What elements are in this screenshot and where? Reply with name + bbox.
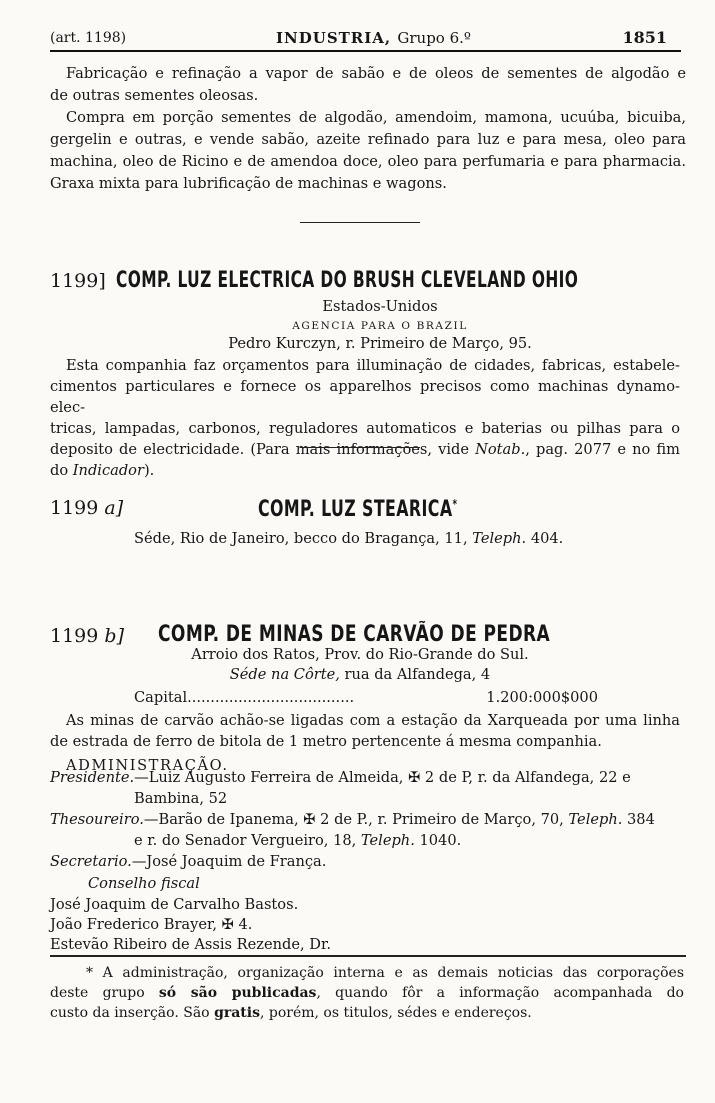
capital-value: 1.200:000$000 bbox=[486, 689, 598, 706]
presidente-line: Presidente.—Luiz Augusto Ferreira de Almeida, ✠ 2 de P, r. da Alfandega, 22 e bbox=[50, 769, 631, 786]
intro-paragraph bbox=[50, 63, 686, 195]
administration-heading: ADMINISTRAÇÃO. bbox=[66, 757, 229, 774]
text-line: de estrada de ferro de bitola de 1 metro pertencente á mesma companhia. bbox=[50, 733, 602, 750]
agency-label: AGENCIA PARA O BRAZIL bbox=[292, 320, 468, 332]
text-line: gergelin e outras, e vende sabão, azeite refinado para luz e para mesa, oleo para bbox=[50, 131, 686, 148]
entry-title: COMP. LUZ STEARICA* bbox=[258, 497, 458, 522]
separator-rule bbox=[300, 222, 420, 223]
entry-description bbox=[50, 355, 680, 481]
entry-number: 1199] bbox=[50, 270, 106, 292]
text-line: Compra em porção sementes de algodão, amendoim, mamona, ucuúba, bicuiba, bbox=[66, 109, 686, 126]
entry-sede: Séde na Côrte, rua da Alfandega, 4 bbox=[229, 666, 491, 683]
conselho-member: João Frederico Brayer, ✠ 4. bbox=[50, 916, 253, 933]
page-number: 1851 bbox=[622, 28, 667, 47]
conselho-member: José Joaquim de Carvalho Bastos. bbox=[50, 896, 299, 913]
agent-address: Pedro Kurczyn, r. Primeiro de Março, 95. bbox=[228, 335, 532, 352]
text-line: Graxa mixta para lubrificação de machinas e wagons. bbox=[50, 175, 447, 192]
presidente-line-2: Bambina, 52 bbox=[134, 790, 228, 807]
footnote-marker: * bbox=[452, 497, 458, 511]
tesoureiro-line-2: e r. do Senador Vergueiro, 18, Teleph. 1040. bbox=[134, 832, 462, 849]
conselho-list bbox=[50, 895, 331, 955]
secretario-line: Secretario.—José Joaquim de França. bbox=[50, 853, 327, 870]
footnote-line: * A administração, organização interna e as demais noticias das corporações bbox=[86, 965, 684, 981]
text-line: de outras sementes oleosas. bbox=[50, 87, 259, 104]
separator-rule bbox=[300, 447, 420, 448]
capital-leader-dots: .................................... bbox=[187, 689, 355, 706]
notab-ref: Notab. bbox=[475, 441, 526, 458]
text-line: As minas de carvão achão-se ligadas com a estação da Xarqueada por uma linha bbox=[66, 712, 680, 729]
text-line: deposito de electricidade. (Para mais informações, vide Notab., pag. 2077 e no fim bbox=[50, 441, 680, 458]
text-line: cimentos particulares e fornece os apparelhos precisos como machinas dynamo-elec- bbox=[50, 378, 680, 416]
entry-number: 1199 a] bbox=[50, 497, 124, 519]
entry-title: COMP. DE MINAS DE CARVÃO DE PEDRA bbox=[158, 622, 551, 647]
entry-address: Séde, Rio de Janeiro, becco do Bragança, 11, Teleph. 404. bbox=[134, 530, 564, 547]
running-header bbox=[50, 28, 681, 52]
text-line: do Indicador). bbox=[50, 462, 155, 479]
entry-title: COMP. LUZ ELECTRICA DO BRUSH CLEVELAND OHIO bbox=[116, 268, 579, 293]
entry-location: Arroio dos Ratos, Prov. do Rio-Grande do Sul. bbox=[191, 646, 529, 663]
text-line: Fabricação e refinação a vapor de sabão e de oleos de sementes de algodão e bbox=[66, 65, 686, 82]
entry-number: 1199 b] bbox=[50, 625, 124, 647]
footnote bbox=[50, 963, 684, 1023]
tesoureiro-line: Thesoureiro.—Barão de Ipanema, ✠ 2 de P., r. Primeiro de Março, 70, Teleph. 384 bbox=[50, 811, 655, 828]
text-line: tricas, lampadas, carbonos, reguladores automaticos e baterias ou pilhas para o bbox=[50, 420, 680, 437]
text-line: machina, oleo de Ricino e de amendoa doce, oleo para perfumaria e para pharmacia. bbox=[50, 153, 686, 170]
text-line: Esta companhia faz orçamentos para illuminação de cidades, fabricas, estabele- bbox=[66, 357, 680, 374]
section-title: INDUSTRIA, Grupo 6.º bbox=[276, 29, 471, 47]
capital-row: Capital.................................... 1.200:000$000 bbox=[134, 689, 598, 706]
footnote-line: custo da inserção. São gratis, porém, os titulos, sédes e endereços. bbox=[50, 1005, 532, 1021]
indicador-ref: Indicador bbox=[72, 462, 144, 479]
entry-description bbox=[50, 710, 680, 752]
group-label: Grupo 6.º bbox=[397, 29, 471, 47]
entry-country: Estados-Unidos bbox=[322, 298, 438, 315]
conselho-member: Estevão Ribeiro de Assis Rezende, Dr. bbox=[50, 936, 331, 953]
conselho-heading: Conselho fiscal bbox=[88, 875, 200, 892]
footnote-rule bbox=[50, 955, 686, 957]
article-reference: (art. 1198) bbox=[50, 30, 127, 46]
footnote-line: deste grupo só são publicadas, quando fôr a informação acompanhada do bbox=[50, 985, 684, 1001]
